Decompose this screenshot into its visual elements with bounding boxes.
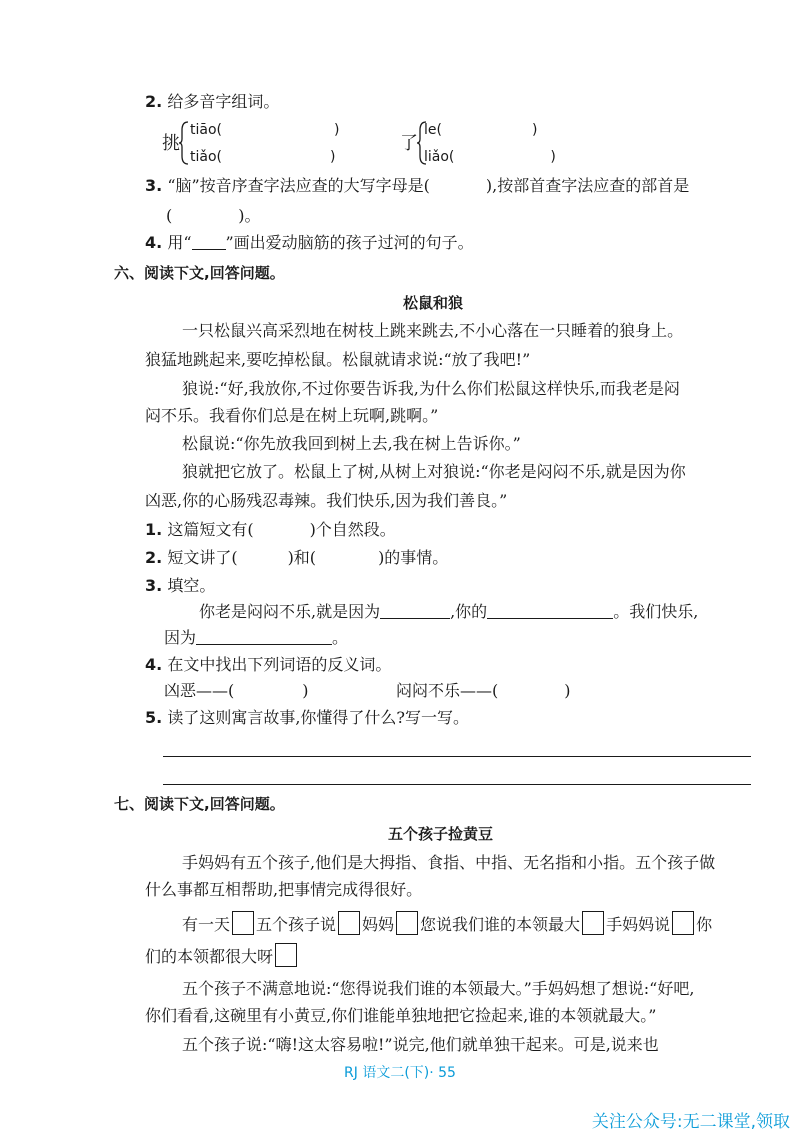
q3-line-2	[166, 205, 261, 227]
le-1-close: )	[531, 122, 538, 138]
s7-p1a: 手妈妈有五个孩子,他们是大拇指、食指、中指、无名指和小指。五个孩子做	[182, 853, 716, 872]
s6-q3-line2	[164, 627, 348, 649]
tiao-1-pinyin: tiāo(	[190, 122, 222, 138]
s6-q4	[145, 654, 391, 676]
s7-p2-s7: 们的本领都很大呀	[145, 947, 274, 966]
s6-q5-text: 读了这则寓言故事,你懂得了什么?写一写。	[167, 708, 469, 727]
punct-box-2[interactable]	[338, 911, 360, 935]
s6-p4b: 凶恶,你的心肠残忍毒辣。我们快乐,因为我们善良。”	[145, 491, 508, 510]
s6-q5-number: 5.	[145, 708, 163, 727]
s7-p2-s2: 五个孩子说	[256, 915, 337, 934]
q4-text-a: 用“	[167, 233, 192, 252]
s6-q3-l1c: 。我们快乐,	[613, 602, 699, 621]
q4-number: 4.	[145, 233, 163, 252]
tiao-char: 挑	[162, 133, 180, 154]
s6-q3-l1a: 你老是闷闷不乐,就是因为	[199, 602, 381, 621]
s6-q4-number: 4.	[145, 655, 163, 674]
s6-q3	[145, 575, 215, 597]
section6-heading: 六、阅读下文,回答问题。	[114, 264, 285, 282]
s6-p2b: 闷不乐。我看你们总是在树上玩啊,跳啊。”	[145, 406, 439, 425]
q3-text-d: )。	[238, 206, 261, 225]
s6-q3-blank-3[interactable]	[196, 628, 332, 645]
s6-q2-text-a: 短文讲了(	[167, 548, 238, 567]
section7-title: 五个孩子捡黄豆	[388, 825, 494, 843]
punct-box-4[interactable]	[582, 911, 604, 935]
tiao-2-close: )	[330, 149, 336, 165]
le-1-field[interactable]	[424, 119, 537, 141]
q3-text-c: (	[166, 206, 173, 225]
s6-q4-w2: 闷闷不乐——(	[396, 681, 499, 700]
s6-q3-l2a: 因为	[164, 628, 197, 647]
s7-p2-s1: 有一天	[182, 915, 231, 934]
s6-p2a: 狼说:“好,我放你,不过你要告诉我,为什么你们松鼠这样快乐,而我老是闷	[182, 379, 680, 398]
tiao-1-close: )	[334, 122, 340, 138]
s7-p3a: 五个孩子不满意地说:“您得说我们谁的本领最大。”手妈妈想了想说:“好吧,	[182, 979, 695, 998]
s6-q3-l1b: ,你的	[450, 602, 488, 621]
s6-q3-line1	[199, 601, 698, 623]
punct-box-5[interactable]	[672, 911, 694, 935]
s6-q1	[145, 519, 396, 541]
punct-box-3[interactable]	[396, 911, 418, 935]
tiao-2-field[interactable]	[190, 146, 335, 168]
s6-q1-number: 1.	[145, 520, 163, 539]
s7-p2-s3: 妈妈	[362, 915, 395, 934]
s6-q3-blank-2[interactable]	[487, 602, 613, 619]
s6-q4-w1: 凶恶——(	[164, 681, 235, 700]
tiao-1-field[interactable]	[190, 119, 339, 141]
s6-q4-text: 在文中找出下列词语的反义词。	[167, 655, 392, 674]
s6-q2	[145, 547, 448, 569]
q3-number: 3.	[145, 176, 163, 195]
punct-box-6[interactable]	[275, 943, 297, 967]
tiao-brace-icon	[178, 120, 190, 166]
s7-p3b: 你们看看,这碗里有小黄豆,你们谁能单独地把它捡起来,谁的本领就最大。”	[145, 1006, 657, 1025]
s7-p2-line1	[182, 911, 712, 936]
page-footer: RJ 语文二(下)· 55	[344, 1065, 456, 1081]
s6-p1b: 狼猛地跳起来,要吃掉松鼠。松鼠就请求说:“放了我吧!”	[145, 350, 531, 369]
s6-q3-number: 3.	[145, 576, 163, 595]
s6-q5-answer-line-2[interactable]	[163, 784, 751, 785]
q4-line	[145, 232, 474, 254]
s6-p4a: 狼就把它放了。松鼠上了树,从树上对狼说:“你老是闷闷不乐,就是因为你	[182, 462, 686, 481]
s6-q3-text: 填空。	[167, 576, 216, 595]
s6-q5-answer-line-1[interactable]	[163, 756, 751, 757]
q2-text: 给多音字组词。	[167, 92, 280, 111]
s6-q1-text-b: )个自然段。	[309, 520, 396, 539]
s7-p2-s4: 您说我们谁的本领最大	[420, 915, 581, 934]
le-1-pinyin: le(	[424, 122, 442, 138]
s6-p1a: 一只松鼠兴高采烈地在树枝上跳来跳去,不小心落在一只睡着的狼身上。	[182, 321, 684, 340]
q3-text-a: “脑”按音序查字法应查的大写字母是(	[167, 176, 430, 195]
section7-heading: 七、阅读下文,回答问题。	[114, 795, 285, 813]
le-2-close: )	[550, 149, 556, 165]
s6-q2-text-b: )和(	[287, 548, 317, 567]
q3-text-b: ),按部首查字法应查的部首是	[485, 176, 690, 195]
section6-title: 松鼠和狼	[402, 294, 463, 312]
s6-q5	[145, 707, 469, 729]
s6-q2-text-c: )的事情。	[378, 548, 449, 567]
tiao-2-pinyin: tiǎo(	[190, 149, 222, 165]
s7-p1b: 什么事都互相帮助,把事情完成得很好。	[145, 880, 423, 899]
s6-q4-word-2	[396, 680, 571, 702]
s6-q3-l2b: 。	[332, 628, 349, 647]
watermark-text: 关注公众号:无二课堂,领取	[591, 1112, 790, 1132]
q2-number: 2.	[145, 92, 163, 111]
s6-p3: 松鼠说:“你先放我回到树上去,我在树上告诉你。”	[182, 434, 521, 453]
q4-text-b: ”画出爱动脑筋的孩子过河的句子。	[225, 233, 474, 252]
le-char: 了	[400, 133, 418, 154]
s6-q1-text-a: 这篇短文有(	[167, 520, 254, 539]
le-2-pinyin: liǎo(	[424, 149, 455, 165]
s7-p4: 五个孩子说:“嗨!这太容易啦!”说完,他们就单独干起来。可是,说来也	[182, 1035, 659, 1054]
s7-p2-s6: 你	[696, 915, 713, 934]
s6-q3-blank-1[interactable]	[380, 602, 450, 619]
s6-q4-close-1: )	[302, 681, 309, 700]
s6-q4-close-2: )	[564, 681, 571, 700]
q3-line	[145, 175, 689, 197]
s7-p2-line2	[145, 943, 299, 968]
punct-box-1[interactable]	[232, 911, 254, 935]
q2-line	[145, 91, 279, 113]
q4-underline-sample	[192, 233, 226, 250]
le-2-field[interactable]	[424, 146, 556, 168]
s6-q2-number: 2.	[145, 548, 163, 567]
s6-q4-word-1	[164, 680, 309, 702]
s7-p2-s5: 手妈妈说	[606, 915, 671, 934]
